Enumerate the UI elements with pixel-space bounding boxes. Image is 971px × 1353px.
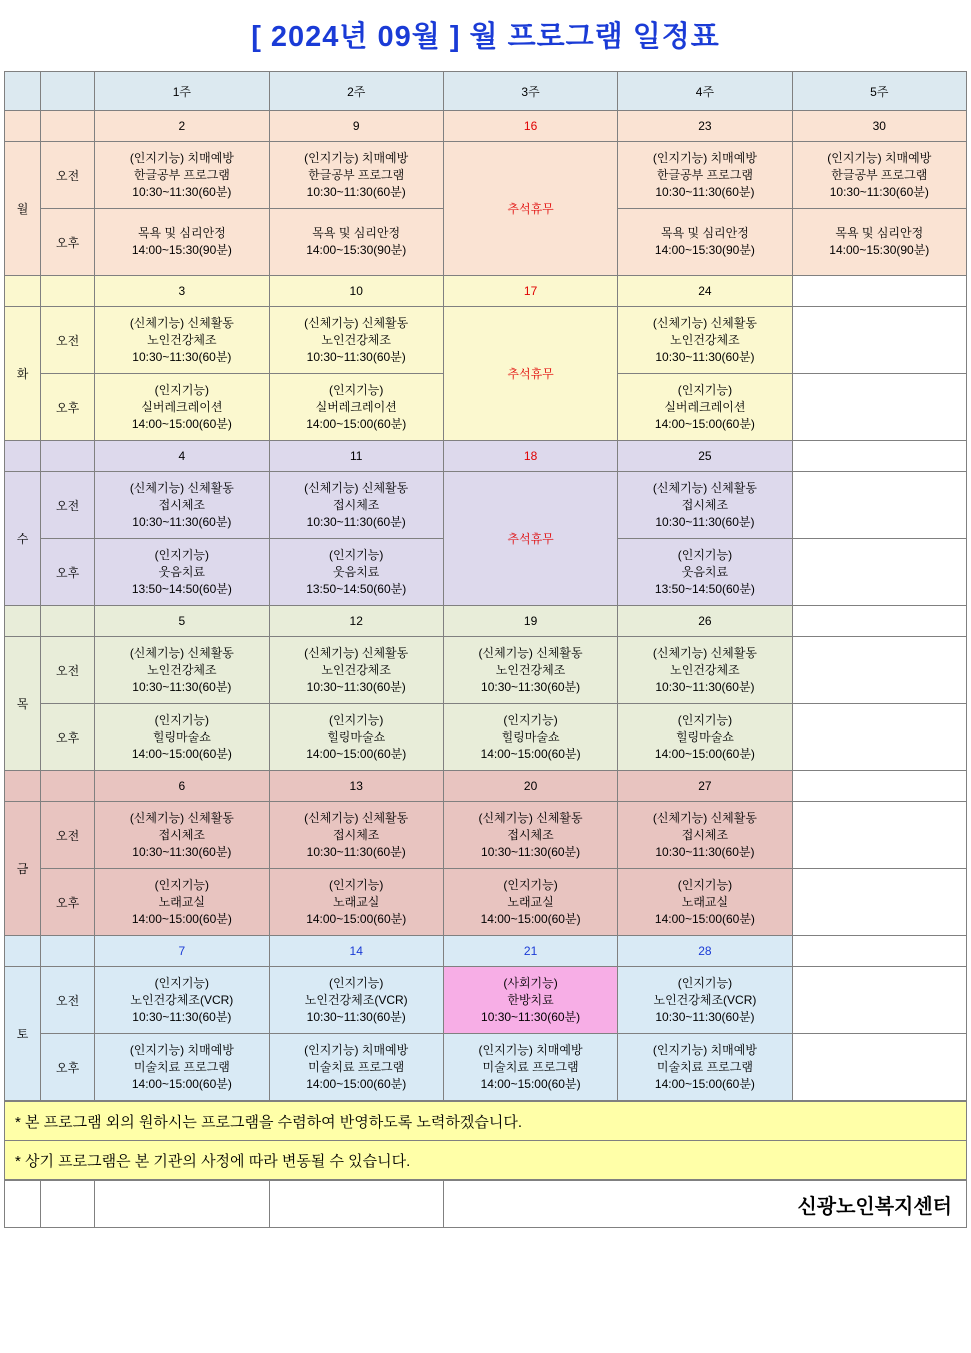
program-category: (신체기능) 신체활동 xyxy=(478,645,583,660)
date-number: 6 xyxy=(95,771,269,802)
program-time: 10:30~11:30(60분) xyxy=(829,184,929,199)
week-header: 4주 xyxy=(618,72,792,111)
date-number: 30 xyxy=(792,111,966,142)
program-time: 10:30~11:30(60분) xyxy=(306,349,406,364)
day-label: 금 xyxy=(5,802,41,936)
program-category: (인지기능) xyxy=(503,712,558,727)
program-name: 14:00~15:30(90분) xyxy=(654,243,755,257)
program-cell[interactable] xyxy=(618,1034,792,1101)
program-cell[interactable] xyxy=(618,209,792,276)
notes-table xyxy=(4,1101,967,1180)
date-row-corner xyxy=(41,771,95,802)
footer-cell xyxy=(95,1181,269,1228)
program-name: 접시체조 xyxy=(507,827,554,842)
footer-cell xyxy=(269,1181,443,1228)
footer-cell xyxy=(5,1181,41,1228)
date-number: 2 xyxy=(95,111,269,142)
header-row xyxy=(5,72,967,111)
date-number: 12 xyxy=(269,606,443,637)
program-category: (신체기능) 신체활동 xyxy=(129,480,234,495)
program-time: 13:50~14:50(60분) xyxy=(131,581,232,596)
day-label: 월 xyxy=(5,142,41,276)
day-label: 목 xyxy=(5,637,41,771)
period-label-pm: 오후 xyxy=(41,1034,95,1101)
program-cell[interactable] xyxy=(95,802,269,869)
program-cell[interactable] xyxy=(269,209,443,276)
program-cell[interactable] xyxy=(269,142,443,209)
program-category: (인지기능) xyxy=(329,975,384,990)
program-category: (인지기능) xyxy=(154,547,210,562)
program-time: 10:30~11:30(60분) xyxy=(132,349,232,364)
program-cell[interactable] xyxy=(443,869,617,936)
empty-cell xyxy=(792,307,966,374)
program-category: (인지기능) xyxy=(329,712,384,727)
program-category: 목욕 및 심리안정 xyxy=(835,226,924,240)
program-category: 목욕 및 심리안정 xyxy=(312,226,401,240)
program-cell[interactable] xyxy=(269,704,443,771)
empty-cell xyxy=(792,276,966,307)
date-number: 27 xyxy=(618,771,792,802)
am-row xyxy=(5,472,967,539)
page-title: [ 2024년 09월 ] 월 프로그램 일정표 xyxy=(251,21,720,53)
program-cell[interactable] xyxy=(792,142,966,209)
date-row-corner xyxy=(41,111,95,142)
program-category: (인지기능) xyxy=(503,877,558,892)
program-name: 노인건강체조 xyxy=(495,662,566,677)
pm-row xyxy=(5,1034,967,1101)
program-cell[interactable] xyxy=(618,307,792,374)
program-category: (인지기능) 치매예방 xyxy=(129,150,234,165)
program-name: 14:00~15:30(90분) xyxy=(829,243,930,257)
program-cell[interactable] xyxy=(618,802,792,869)
date-row-corner xyxy=(5,276,41,307)
date-number: 18 xyxy=(443,441,617,472)
program-time: 10:30~11:30(60분) xyxy=(655,844,755,859)
program-time: 10:30~11:30(60분) xyxy=(132,514,232,529)
date-row xyxy=(5,771,967,802)
date-row-corner xyxy=(5,111,41,142)
date-row-corner xyxy=(5,936,41,967)
holiday-line2: 휴무 xyxy=(530,531,554,546)
program-name: 미술치료 프로그램 xyxy=(656,1059,753,1074)
program-time: 14:00~15:00(60분) xyxy=(480,746,581,761)
program-name: 접시체조 xyxy=(681,497,729,512)
program-time: 14:00~15:00(60분) xyxy=(654,1076,755,1091)
holiday-cell xyxy=(443,472,617,606)
empty-cell xyxy=(792,771,966,802)
program-category: (신체기능) 신체활동 xyxy=(304,315,409,330)
period-label-am: 오전 xyxy=(41,802,95,869)
program-category: (신체기능) 신체활동 xyxy=(652,315,757,330)
program-name: 실버레크레이션 xyxy=(664,399,746,414)
empty-cell xyxy=(792,1034,966,1101)
program-cell[interactable] xyxy=(269,869,443,936)
empty-cell xyxy=(792,374,966,441)
program-name: 한글공부 프로그램 xyxy=(133,167,230,182)
program-cell[interactable] xyxy=(618,539,792,606)
program-time: 10:30~11:30(60분) xyxy=(306,184,406,199)
program-name: 노인건강체조 xyxy=(670,332,740,347)
program-time: 10:30~11:30(60분) xyxy=(481,1009,581,1024)
date-number: 13 xyxy=(269,771,443,802)
program-category: (신체기능) 신체활동 xyxy=(652,480,757,495)
program-category: (인지기능) 치매예방 xyxy=(304,1042,409,1057)
program-category: (인지기능) 치매예방 xyxy=(652,1042,757,1057)
date-row-corner xyxy=(41,441,95,472)
program-category: (인지기능) xyxy=(677,712,733,727)
program-cell[interactable] xyxy=(95,967,269,1034)
empty-cell xyxy=(792,936,966,967)
week-header: 5주 xyxy=(792,72,966,111)
program-name: 미술치료 프로그램 xyxy=(308,1059,405,1074)
program-name: 한글공부 프로그램 xyxy=(308,167,405,182)
program-time: 14:00~15:00(60분) xyxy=(654,911,755,926)
program-time: 10:30~11:30(60분) xyxy=(481,679,581,694)
program-time: 10:30~11:30(60분) xyxy=(306,844,406,859)
program-category: 목욕 및 심리안정 xyxy=(137,226,226,240)
program-category: (신체기능) 신체활동 xyxy=(652,645,757,660)
pm-row xyxy=(5,704,967,771)
program-cell[interactable] xyxy=(443,637,617,704)
empty-cell xyxy=(792,704,966,771)
program-time: 14:00~15:00(60분) xyxy=(131,911,232,926)
date-row xyxy=(5,111,967,142)
period-label-pm: 오후 xyxy=(41,374,95,441)
program-name: 노인건강체조(VCR) xyxy=(653,992,757,1007)
date-row-corner xyxy=(41,606,95,637)
program-category: (인지기능) xyxy=(329,382,384,397)
date-row-corner xyxy=(5,606,41,637)
program-category: (인지기능) 치매예방 xyxy=(304,150,409,165)
period-label-pm: 오후 xyxy=(41,704,95,771)
program-category: (신체기능) 신체활동 xyxy=(304,810,409,825)
footer-cell xyxy=(41,1181,95,1228)
program-cell[interactable] xyxy=(269,472,443,539)
program-cell[interactable] xyxy=(95,539,269,606)
empty-cell xyxy=(792,539,966,606)
schedule-table xyxy=(4,71,967,1101)
period-label-am: 오전 xyxy=(41,967,95,1034)
program-cell[interactable] xyxy=(269,1034,443,1101)
program-name: 웃음치료 xyxy=(681,564,729,579)
date-row-corner xyxy=(5,771,41,802)
program-time: 14:00~15:00(60분) xyxy=(480,1076,581,1091)
program-cell[interactable] xyxy=(618,472,792,539)
program-category: (신체기능) 신체활동 xyxy=(304,645,409,660)
program-category: (인지기능) 치매예방 xyxy=(129,1042,234,1057)
program-time: 14:00~15:00(60분) xyxy=(306,1076,407,1091)
program-category: (인지기능) xyxy=(154,712,210,727)
program-category: (인지기능) xyxy=(677,382,733,397)
program-time: 10:30~11:30(60분) xyxy=(655,679,755,694)
program-cell[interactable] xyxy=(443,967,617,1034)
program-time: 10:30~11:30(60분) xyxy=(132,679,232,694)
date-number: 10 xyxy=(269,276,443,307)
program-cell[interactable] xyxy=(95,1034,269,1101)
date-number: 9 xyxy=(269,111,443,142)
program-cell[interactable] xyxy=(618,704,792,771)
period-label-am: 오전 xyxy=(41,637,95,704)
program-name: 접시체조 xyxy=(158,497,206,512)
program-name: 미술치료 프로그램 xyxy=(482,1059,579,1074)
empty-cell xyxy=(792,606,966,637)
program-name: 접시체조 xyxy=(333,497,380,512)
program-name: 힐링마술쇼 xyxy=(152,729,211,744)
program-category: (신체기능) 신체활동 xyxy=(129,645,234,660)
program-name: 노인건강체조 xyxy=(147,662,217,677)
program-time: 14:00~15:00(60분) xyxy=(654,416,755,431)
program-cell[interactable] xyxy=(269,637,443,704)
holiday-line2: 휴무 xyxy=(530,201,554,216)
date-number: 25 xyxy=(618,441,792,472)
date-number: 21 xyxy=(443,936,617,967)
empty-cell xyxy=(792,472,966,539)
program-category: 목욕 및 심리안정 xyxy=(661,226,749,240)
program-category: (신체기능) 신체활동 xyxy=(652,810,757,825)
program-name: 14:00~15:30(90분) xyxy=(306,243,407,257)
program-time: 14:00~15:00(60분) xyxy=(306,416,407,431)
program-cell[interactable] xyxy=(269,307,443,374)
empty-cell xyxy=(792,441,966,472)
date-row-corner xyxy=(41,936,95,967)
holiday-cell xyxy=(443,142,617,276)
program-cell[interactable] xyxy=(443,1034,617,1101)
program-cell[interactable] xyxy=(618,869,792,936)
program-time: 10:30~11:30(60분) xyxy=(655,349,755,364)
program-cell[interactable] xyxy=(95,637,269,704)
program-name: 노래교실 xyxy=(507,894,554,909)
am-row xyxy=(5,637,967,704)
program-name: 실버레크레이션 xyxy=(315,399,397,414)
date-row-corner xyxy=(5,441,41,472)
program-cell[interactable] xyxy=(95,209,269,276)
program-name: 노래교실 xyxy=(333,894,380,909)
date-number: 16 xyxy=(443,111,617,142)
program-name: 한글공부 프로그램 xyxy=(831,167,928,182)
program-cell[interactable] xyxy=(618,374,792,441)
date-row-corner xyxy=(41,276,95,307)
program-time: 13:50~14:50(60분) xyxy=(654,581,755,596)
date-number: 11 xyxy=(269,441,443,472)
program-time: 10:30~11:30(60분) xyxy=(132,844,232,859)
program-category: (인지기능) xyxy=(677,975,733,990)
program-name: 접시체조 xyxy=(333,827,380,842)
header-blank xyxy=(5,72,41,111)
program-name: 웃음치료 xyxy=(333,564,380,579)
week-header: 3주 xyxy=(443,72,617,111)
date-number: 7 xyxy=(95,936,269,967)
program-time: 10:30~11:30(60분) xyxy=(306,1009,406,1024)
footer-table xyxy=(4,1180,967,1228)
period-label-am: 오전 xyxy=(41,142,95,209)
program-name: 한방치료 xyxy=(507,992,554,1007)
week-header: 2주 xyxy=(269,72,443,111)
program-cell[interactable] xyxy=(95,142,269,209)
holiday-cell xyxy=(443,307,617,441)
program-cell[interactable] xyxy=(95,307,269,374)
program-category: (인지기능) xyxy=(677,547,733,562)
program-time: 10:30~11:30(60분) xyxy=(306,679,406,694)
date-number: 28 xyxy=(618,936,792,967)
period-label-pm: 오후 xyxy=(41,869,95,936)
note-line: * 상기 프로그램은 본 기관의 사정에 따라 변동될 수 있습니다. xyxy=(5,1141,967,1180)
program-category: (신체기능) 신체활동 xyxy=(129,315,234,330)
date-number: 17 xyxy=(443,276,617,307)
am-row xyxy=(5,142,967,209)
program-name: 웃음치료 xyxy=(158,564,206,579)
program-category: (신체기능) 신체활동 xyxy=(129,810,234,825)
program-time: 14:00~15:00(60분) xyxy=(306,911,407,926)
program-cell[interactable] xyxy=(95,374,269,441)
program-cell[interactable] xyxy=(269,539,443,606)
am-row xyxy=(5,307,967,374)
date-number: 4 xyxy=(95,441,269,472)
week-header: 1주 xyxy=(95,72,269,111)
program-name: 노인건강체조 xyxy=(147,332,217,347)
program-time: 14:00~15:00(60분) xyxy=(131,746,232,761)
program-category: (인지기능) xyxy=(154,382,210,397)
program-name: 노인건강체조(VCR) xyxy=(304,992,408,1007)
program-category: (인지기능) 치매예방 xyxy=(652,150,757,165)
note-line: * 본 프로그램 외의 원하시는 프로그램을 수렴하여 반영하도록 노력하겠습니다. xyxy=(5,1102,967,1141)
program-time: 10:30~11:30(60분) xyxy=(132,184,232,199)
empty-cell xyxy=(792,802,966,869)
day-label: 화 xyxy=(5,307,41,441)
program-cell[interactable] xyxy=(269,967,443,1034)
day-label: 토 xyxy=(5,967,41,1101)
program-name: 접시체조 xyxy=(158,827,206,842)
am-row xyxy=(5,802,967,869)
program-time: 10:30~11:30(60분) xyxy=(655,184,755,199)
program-category: (인지기능) xyxy=(329,547,384,562)
program-category: (인지기능) xyxy=(677,877,733,892)
program-time: 14:00~15:00(60분) xyxy=(654,746,755,761)
holiday-line2: 휴무 xyxy=(530,366,554,381)
program-name: 실버레크레이션 xyxy=(141,399,223,414)
empty-cell xyxy=(792,967,966,1034)
program-time: 10:30~11:30(60분) xyxy=(655,514,755,529)
program-time: 10:30~11:30(60분) xyxy=(481,844,581,859)
date-row xyxy=(5,276,967,307)
period-label-pm: 오후 xyxy=(41,539,95,606)
program-time: 14:00~15:00(60분) xyxy=(306,746,407,761)
program-cell[interactable] xyxy=(95,869,269,936)
program-time: 10:30~11:30(60분) xyxy=(655,1009,755,1024)
organization-name: 신광노인복지센터 xyxy=(443,1181,966,1228)
holiday-line1: 추석 xyxy=(507,366,531,381)
period-label-am: 오전 xyxy=(41,472,95,539)
program-name: 노인건강체조 xyxy=(321,662,391,677)
program-category: (신체기능) 신체활동 xyxy=(304,480,409,495)
program-name: 접시체조 xyxy=(681,827,729,842)
day-label: 수 xyxy=(5,472,41,606)
program-cell[interactable] xyxy=(443,704,617,771)
program-category: (인지기능) xyxy=(329,877,384,892)
program-cell[interactable] xyxy=(618,637,792,704)
date-number: 14 xyxy=(269,936,443,967)
empty-cell xyxy=(792,869,966,936)
program-category: (인지기능) 치매예방 xyxy=(827,150,932,165)
program-category: (인지기능) 치매예방 xyxy=(478,1042,583,1057)
period-label-pm: 오후 xyxy=(41,209,95,276)
program-category: (인지기능) xyxy=(154,877,210,892)
program-cell[interactable] xyxy=(95,704,269,771)
program-name: 노인건강체조 xyxy=(670,662,740,677)
program-cell[interactable] xyxy=(269,374,443,441)
program-time: 10:30~11:30(60분) xyxy=(306,514,406,529)
holiday-line1: 추석 xyxy=(507,201,531,216)
program-category: (신체기능) 신체활동 xyxy=(478,810,583,825)
program-category: (인지기능) xyxy=(154,975,210,990)
program-time: 14:00~15:00(60분) xyxy=(131,416,232,431)
date-number: 5 xyxy=(95,606,269,637)
program-time: 10:30~11:30(60분) xyxy=(132,1009,232,1024)
date-number: 19 xyxy=(443,606,617,637)
date-row xyxy=(5,606,967,637)
program-name: 힐링마술쇼 xyxy=(675,729,734,744)
program-name: 14:00~15:30(90분) xyxy=(131,243,232,257)
program-time: 14:00~15:00(60분) xyxy=(131,1076,232,1091)
program-name: 힐링마술쇼 xyxy=(327,729,386,744)
date-number: 23 xyxy=(618,111,792,142)
holiday-line1: 추석 xyxy=(507,531,531,546)
empty-cell xyxy=(792,637,966,704)
date-number: 26 xyxy=(618,606,792,637)
program-name: 한글공부 프로그램 xyxy=(656,167,753,182)
date-number: 20 xyxy=(443,771,617,802)
pm-row xyxy=(5,869,967,936)
program-name: 노래교실 xyxy=(158,894,206,909)
program-cell[interactable] xyxy=(95,472,269,539)
program-category: (사회기능) xyxy=(503,975,558,990)
header-blank xyxy=(41,72,95,111)
program-name: 노인건강체조(VCR) xyxy=(130,992,234,1007)
date-row xyxy=(5,441,967,472)
program-name: 노래교실 xyxy=(681,894,729,909)
date-row xyxy=(5,936,967,967)
date-number: 24 xyxy=(618,276,792,307)
program-time: 14:00~15:00(60분) xyxy=(480,911,581,926)
program-cell[interactable] xyxy=(269,802,443,869)
program-cell[interactable] xyxy=(792,209,966,276)
program-cell[interactable] xyxy=(618,142,792,209)
program-time: 13:50~14:50(60분) xyxy=(306,581,407,596)
program-name: 힐링마술쇼 xyxy=(501,729,560,744)
program-name: 미술치료 프로그램 xyxy=(133,1059,230,1074)
period-label-am: 오전 xyxy=(41,307,95,374)
am-row xyxy=(5,967,967,1034)
program-name: 노인건강체조 xyxy=(321,332,391,347)
program-cell[interactable] xyxy=(618,967,792,1034)
date-number: 3 xyxy=(95,276,269,307)
program-cell[interactable] xyxy=(443,802,617,869)
